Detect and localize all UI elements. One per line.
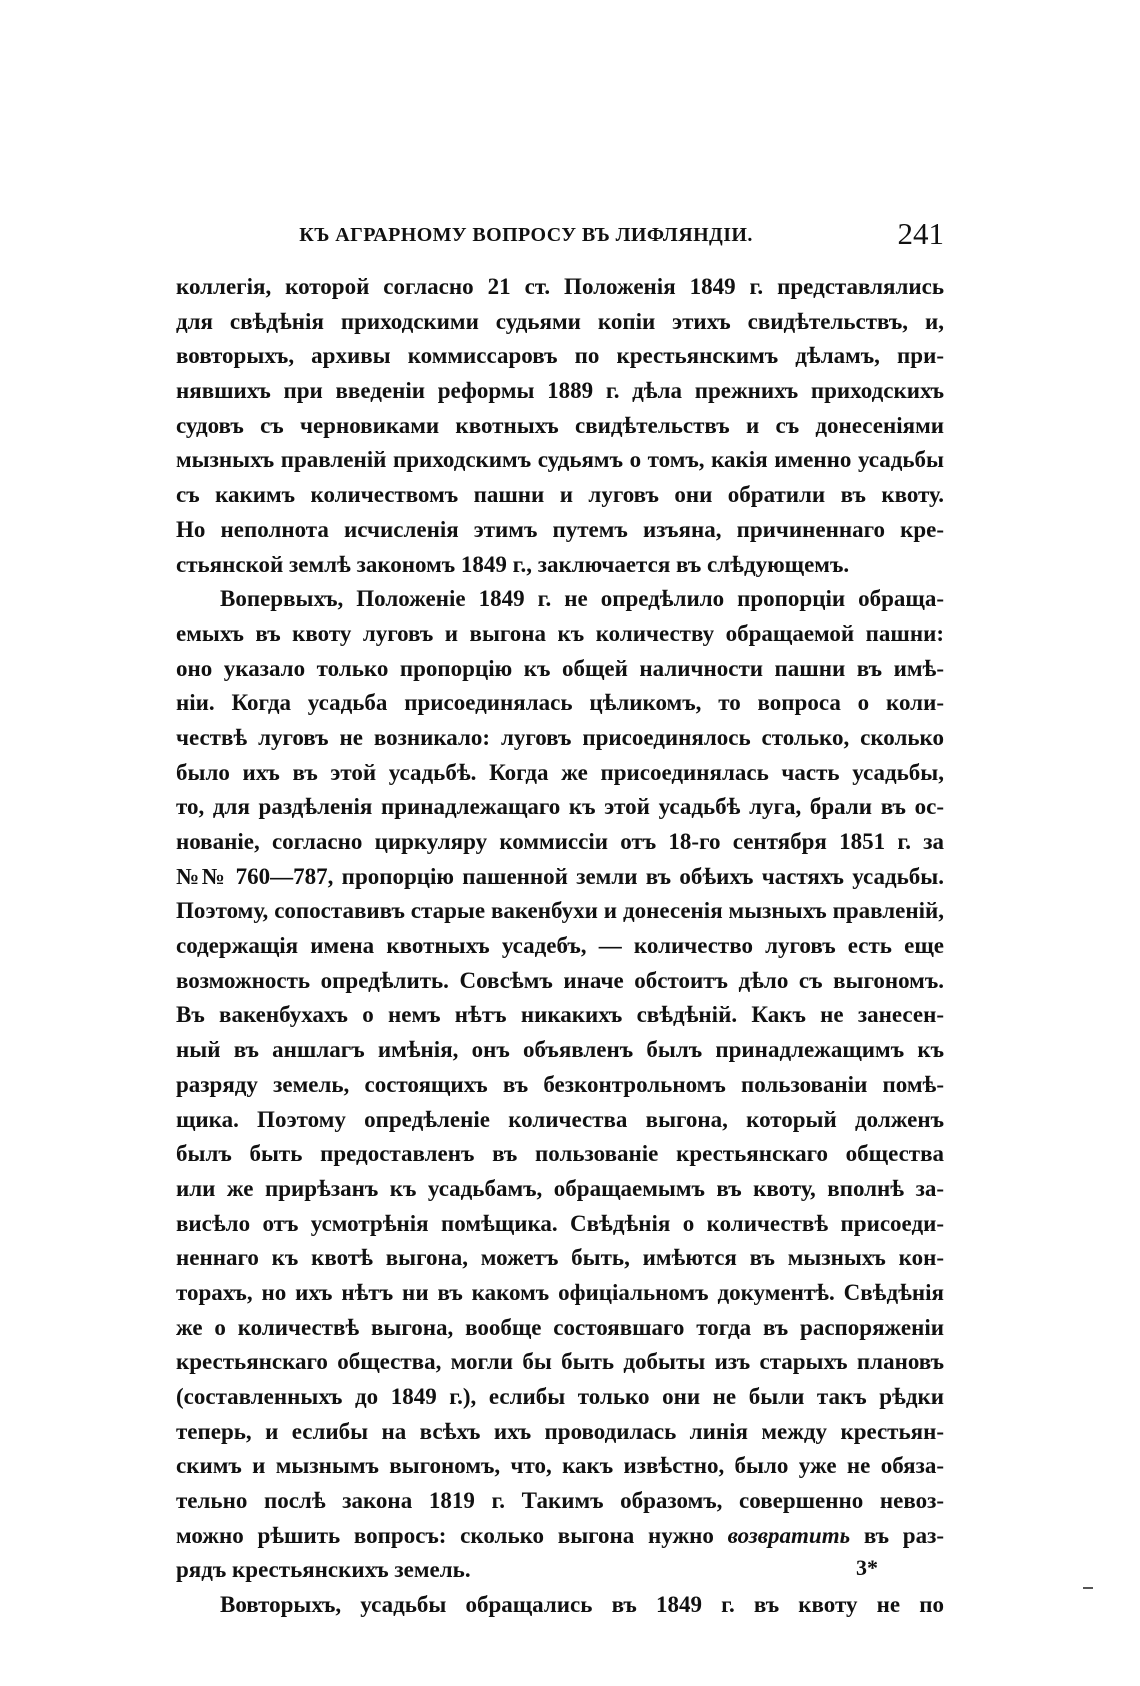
text-line: коллегія, которой согласно 21 ст. Положенія 1849 г. представлялись — [176, 274, 944, 299]
text-line: то, для раздѣленія принадлежащаго къ этой усадьбѣ луга, брали въ ос- — [176, 794, 944, 820]
text-line: стьянской землѣ закономъ 1849 г., заключается въ слѣдующемъ. — [176, 551, 850, 577]
text-line: возможность опредѣлить. Совсѣмъ иначе обстоитъ дѣло съ выгономъ. — [176, 967, 944, 993]
margin-mark — [1083, 1587, 1093, 1589]
signature-mark: 3* — [856, 1555, 878, 1580]
text-line: неннаго къ квотѣ выгона, можетъ быть, имѣются въ мызныхъ кон- — [176, 1245, 944, 1271]
text-line: (составленныхъ до 1849 г.), еслибы только они не были такъ рѣдки — [176, 1384, 944, 1409]
text-line: щика. Поэтому опредѣленіе количества выгона, который долженъ — [176, 1106, 944, 1132]
text-fragment: можно рѣшить вопросъ: сколько выгона нужно — [176, 1522, 714, 1548]
page-header — [176, 214, 944, 254]
text-line: висѣло отъ усмотрѣнія помѣщика. Свѣдѣнія о количествѣ присоеди- — [176, 1210, 944, 1236]
text-line: крестьянскаго общества, могли бы быть добыты изъ старыхъ плановъ — [176, 1349, 944, 1375]
text-line: судовъ съ черновиками квотныхъ свидѣтельствъ и съ донесеніями — [176, 412, 944, 438]
text-line: Въ вакенбухахъ о немъ нѣтъ никакихъ свѣдѣній. Какъ не занесен- — [176, 1002, 944, 1028]
text-line: торахъ, но ихъ нѣтъ ни въ какомъ офиціальномъ документѣ. Свѣдѣнія — [176, 1279, 944, 1305]
text-line: №№ 760—787, пропорцію пашенной земли въ обѣихъ частяхъ усадьбы. — [176, 863, 944, 889]
text-line: нявшихъ при введеніи реформы 1889 г. дѣла прежнихъ приходскихъ — [176, 378, 944, 404]
text-line: содержащія имена квотныхъ усадебъ, — количество луговъ есть еще — [176, 933, 944, 959]
text-fragment: въ раз- — [863, 1522, 944, 1548]
text-line: мызныхъ правленій приходскимъ судьямъ о томъ, какія именно усадьбы — [176, 447, 944, 473]
text-line: оно указало только пропорцію къ общей наличности пашни въ имѣ- — [176, 655, 944, 681]
text-line: былъ быть предоставленъ въ пользованіе крестьянскаго общества — [176, 1141, 944, 1167]
body-text — [176, 270, 944, 1623]
text-line: или же прирѣзанъ къ усадьбамъ, обращаемымъ въ квоту, вполнѣ за- — [176, 1175, 944, 1201]
text-line — [176, 1519, 944, 1554]
text-line: скимъ и мызнымъ выгономъ, что, какъ извѣстно, было уже не обяза- — [176, 1453, 944, 1479]
text-line: ный въ аншлагъ имѣнія, онъ объявленъ былъ принадлежащимъ къ — [176, 1037, 944, 1063]
text-line: чествѣ луговъ не возникало: луговъ присоединялось столько, сколько — [176, 724, 944, 750]
text-line: вовторыхъ, архивы коммиссаровъ по крестьянскимъ дѣламъ, при- — [176, 343, 944, 369]
text-line: для свѣдѣнія приходскими судьями копіи этихъ свидѣтельствъ, и, — [176, 308, 944, 334]
text-line: тельно послѣ закона 1819 г. Такимъ образомъ, совершенно невоз- — [176, 1488, 944, 1514]
text-line: емыхъ въ квоту луговъ и выгона къ количеству обращаемой пашни: — [176, 620, 944, 646]
text-line: теперь, и еслибы на всѣхъ ихъ проводилась линія между крестьян- — [176, 1418, 944, 1444]
text-line: Но неполнота исчисленія этимъ путемъ изъяна, причиненнаго кре- — [176, 516, 944, 542]
text-line: Поэтому, сопоставивъ старые вакенбухи и донесенія мызныхъ правленій, — [176, 898, 944, 924]
text-line: было ихъ въ этой усадьбѣ. Когда же присоединялась часть усадьбы, — [176, 759, 944, 785]
text-line: рядъ крестьянскихъ земель. — [176, 1557, 471, 1583]
page-number: 241 — [897, 216, 944, 251]
text-line: разряду земель, состоящихъ въ безконтрольномъ пользованіи помѣ- — [176, 1071, 944, 1097]
text-line: Вопервыхъ, Положеніе 1849 г. не опредѣлило пропорціи обраща- — [220, 586, 944, 612]
text-line: же о количествѣ выгона, вообще состоявшаго тогда въ распоряженіи — [176, 1314, 944, 1340]
text-line: нованіе, согласно циркуляру коммиссіи отъ 18-го сентября 1851 г. за — [176, 829, 944, 854]
running-title: КЪ АГРАРНОМУ ВОПРОСУ ВЪ ЛИФЛЯНДІИ. — [299, 224, 753, 246]
emphasized-word: возвратить — [727, 1522, 851, 1548]
text-line: Вовторыхъ, усадьбы обращались въ 1849 г. въ квоту не по — [220, 1592, 944, 1618]
text-line: ніи. Когда усадьба присоединялась цѣликомъ, то вопроса о коли- — [176, 690, 944, 716]
text-line: съ какимъ количествомъ пашни и луговъ они обратили въ квоту. — [176, 482, 944, 508]
